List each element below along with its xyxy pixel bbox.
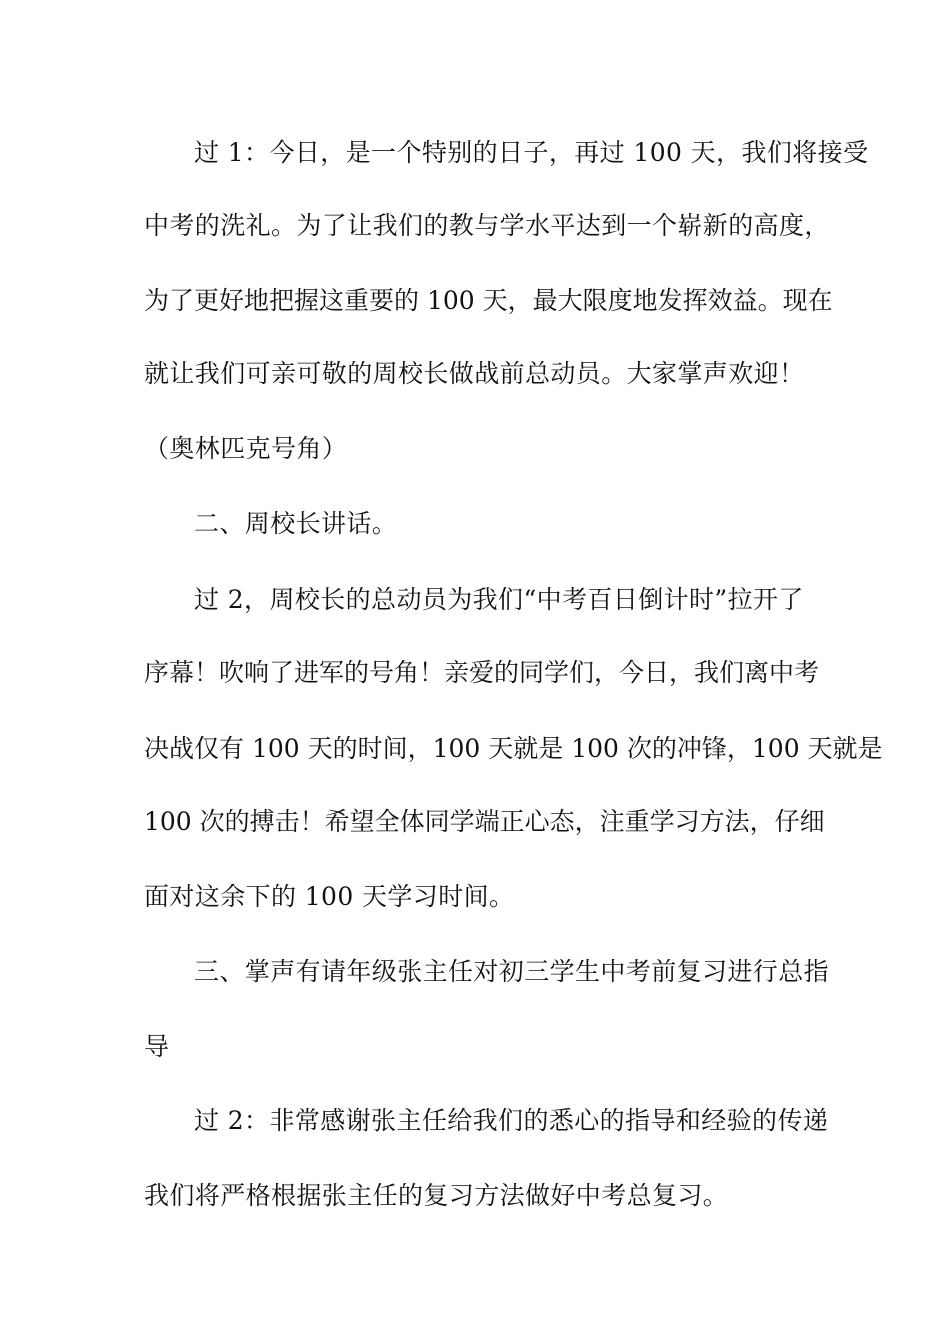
- paragraph-line: 就让我们可亲可敬的周校长做战前总动员。大家掌声欢迎！: [144, 359, 805, 388]
- paragraph-line: 面对这余下的 100 天学习时间。: [144, 882, 515, 911]
- paragraph-line: 为了更好地把握这重要的 100 天，最大限度地发挥效益。现在: [144, 286, 833, 315]
- paragraph-line: 序幕！吹响了进军的号角！亲爱的同学们，今日，我们离中考: [144, 658, 820, 687]
- paragraph-line: 我们将严格根据张主任的复习方法做好中考总复习。: [144, 1181, 729, 1210]
- section-heading: 二、周校长讲话。: [194, 509, 398, 538]
- paragraph-line: 中考的洗礼。为了让我们的教与学水平达到一个崭新的高度，: [144, 211, 830, 240]
- section-heading-continuation: 导: [144, 1032, 170, 1061]
- paragraph-line: 100 次的搏击！希望全体同学端正心态，注重学习方法，仔细: [144, 807, 825, 836]
- paragraph-line: （奥林匹克号角）: [144, 434, 348, 463]
- paragraph-line: 过 2：非常感谢张主任给我们的悉心的指导和经验的传递: [194, 1106, 829, 1135]
- section-heading: 三、掌声有请年级张主任对初三学生中考前复习进行总指: [194, 957, 830, 986]
- paragraph-line: 过 2，周校长的总动员为我们“中考百日倒计时”拉开了: [194, 585, 804, 614]
- paragraph-line: 决战仅有 100 天的时间，100 天就是 100 次的冲锋，100 天就是: [144, 734, 883, 763]
- paragraph-line: 过 1：今日，是一个特别的日子，再过 100 天，我们将接受: [194, 138, 869, 167]
